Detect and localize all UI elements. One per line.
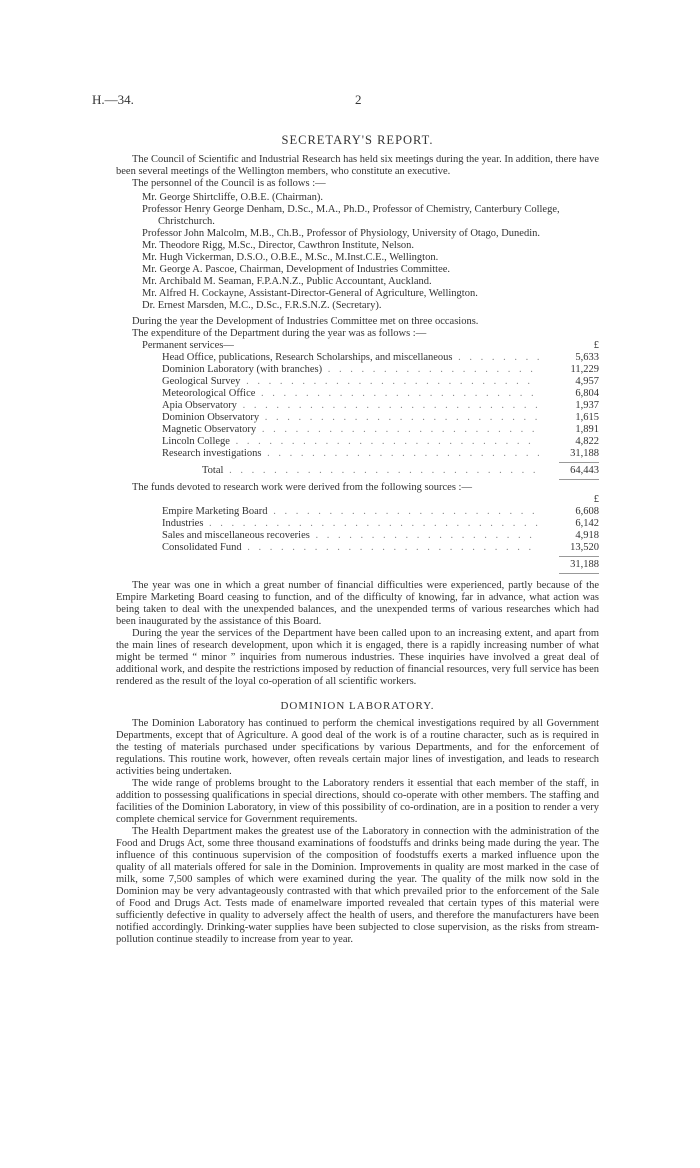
expenditure-heading: Permanent services— xyxy=(142,340,234,351)
body-paragraph: During the year the services of the Department have been called upon to an increasing extent, and apart from the main lines of research development, upon which it is engaged, there is a rapidly increasing number of what might be termed “ minor ” inquiries from numerous industries. These inquiries have involved a great deal of additional work, and despite the restrictions imposed by reduction of financial resources, very full service has been rendered as the result of the loyal co-operation of all scientific workers. xyxy=(116,628,599,687)
expenditure-row: Head Office, publications, Research Scholarships, and miscellaneous . . . 5,633 xyxy=(142,352,599,364)
sum-rule xyxy=(559,479,599,480)
funds-total: 31,188 xyxy=(570,559,599,570)
funds-row: Empire Marketing Board . . . 6,608 xyxy=(162,506,599,518)
expenditure-row: Dominion Laboratory (with branches) . . . 11,229 xyxy=(142,364,599,376)
funds-row: Consolidated Fund . . . 13,520 xyxy=(162,542,599,554)
report-title: SECRETARY'S REPORT. xyxy=(281,133,434,147)
report-code: H.—34. xyxy=(92,92,134,107)
expenditure-total: Total . . . 64,443 xyxy=(142,465,599,477)
council-member: Professor Henry George Denham, D.Sc., M.A., Ph.D., Professor of Chemistry, Canterbury College, Christchurch. xyxy=(142,204,560,227)
expenditure-row: Lincoln College . . . 4,822 xyxy=(142,436,599,448)
council-member: Mr. Hugh Vickerman, D.S.O., O.B.E., M.Sc., M.Inst.C.E., Wellington. xyxy=(142,252,439,263)
lab-paragraph: The wide range of problems brought to the Laboratory renders it essential that each member of the staff, in addition to possessing qualifications in special directions, should co-operate with other members. The staffing and facilities of the Dominion Laboratory, in view of this possibility of co-ordination, are in a position to render a very complete chemical service for Government requirements. xyxy=(116,778,599,825)
council-member: Mr. Theodore Rigg, M.Sc., Director, Cawthron Institute, Nelson. xyxy=(142,240,415,251)
funds-intro: The funds devoted to research work were derived from the following sources :— xyxy=(132,482,472,493)
expenditure-row: Apia Observatory . . . 1,937 xyxy=(142,400,599,412)
lab-paragraph: The Dominion Laboratory has continued to perform the chemical investigations required by all Government Departments, except that of Agriculture. A good deal of the work is of a routine character, such as is required in the testing of materials purchased under specifications by various Departments, and for the enforcement of regulations. This routine work, however, often reveals certain major lines of investigation, and leads to research activities being undertaken. xyxy=(116,718,599,777)
council-list xyxy=(142,192,599,312)
currency-symbol: £ xyxy=(593,340,599,351)
expenditure-intro: The expenditure of the Department during the year was as follows :— xyxy=(132,328,427,339)
expenditure-row: Magnetic Observatory . . . 1,891 xyxy=(142,424,599,436)
council-member: Mr. Archibald M. Seaman, F.P.A.N.Z., Public Accountant, Auckland. xyxy=(142,276,432,287)
expenditure-row: Geological Survey . . . 4,957 xyxy=(142,376,599,388)
lab-paragraph: The Health Department makes the greatest use of the Laboratory in connection with the administration of the Food and Drugs Act, some three thousand examinations of foodstuffs and drinks being made during the year. The influence of this continuous supervision of the composition of foodstuffs exerts a marked influence upon the quality of all materials offered for sale in the Dominion. Improvements in quality are most marked in the case of milk, some 7,500 samples of which were examined during the year. The quality of the milk now sold in the Dominion may be very advantageously contrasted with that which prevailed prior to the enforcement of the Sale of Food and Drugs Act. Tests made of enamelware imported revealed that certain types of this material were sufficiently defective in quality to adversely affect the health of users, and therefore the manufacturers have been notified accordingly. Drinking-water supplies have been subjected to close supervision, as the risks from stream-pollution continue steadily to increase from year to year. xyxy=(116,826,599,945)
council-member: Mr. Alfred H. Cockayne, Assistant-Director-General of Agriculture, Wellington. xyxy=(142,288,478,299)
intro-paragraph: The personnel of the Council is as follows :— xyxy=(132,178,326,189)
expenditure-table xyxy=(142,340,599,480)
expenditure-row: Research investigations . . . 31,188 xyxy=(142,448,599,460)
council-member: Mr. George Shirtcliffe, O.B.E. (Chairman). xyxy=(142,192,323,203)
sum-rule xyxy=(559,462,599,463)
council-member: Dr. Ernest Marsden, M.C., D.Sc., F.R.S.N.Z. (Secretary). xyxy=(142,300,382,311)
council-member: Professor John Malcolm, M.B., Ch.B., Professor of Physiology, University of Otago, Dunedin. xyxy=(142,228,541,239)
section-heading: DOMINION LABORATORY. xyxy=(280,700,435,712)
body-paragraph: The year was one in which a great number of financial difficulties were experienced, partly because of the Empire Marketing Board ceasing to function, and of the difficulty of knowing, far in advance, what action was being taken to deal with the unexpended balances, and the unexpended terms of various researches which had been inaugurated by the assistance of this Board. xyxy=(116,580,599,627)
page-number: 2 xyxy=(355,92,362,107)
expenditure-row: Dominion Observatory . . . 1,615 xyxy=(142,412,599,424)
sum-rule xyxy=(559,573,599,574)
funds-row: Sales and miscellaneous recoveries . . . 4,918 xyxy=(162,530,599,542)
council-member: Mr. George A. Pascoe, Chairman, Development of Industries Committee. xyxy=(142,264,451,275)
expenditure-row: Meteorological Office . . . 6,804 xyxy=(142,388,599,400)
report-body xyxy=(116,134,599,946)
committee-paragraph: During the year the Development of Industries Committee met on three occasions. xyxy=(132,316,479,327)
funds-row: Industries . . . 6,142 xyxy=(162,518,599,530)
intro-paragraph: The Council of Scientific and Industrial Research has held six meetings during the year. In addition, there have been several meetings of the Wellington members, who constitute an executive. xyxy=(116,154,599,177)
page-header xyxy=(92,92,608,112)
currency-symbol: £ xyxy=(593,494,599,505)
funds-table xyxy=(162,494,599,574)
sum-rule xyxy=(559,556,599,557)
